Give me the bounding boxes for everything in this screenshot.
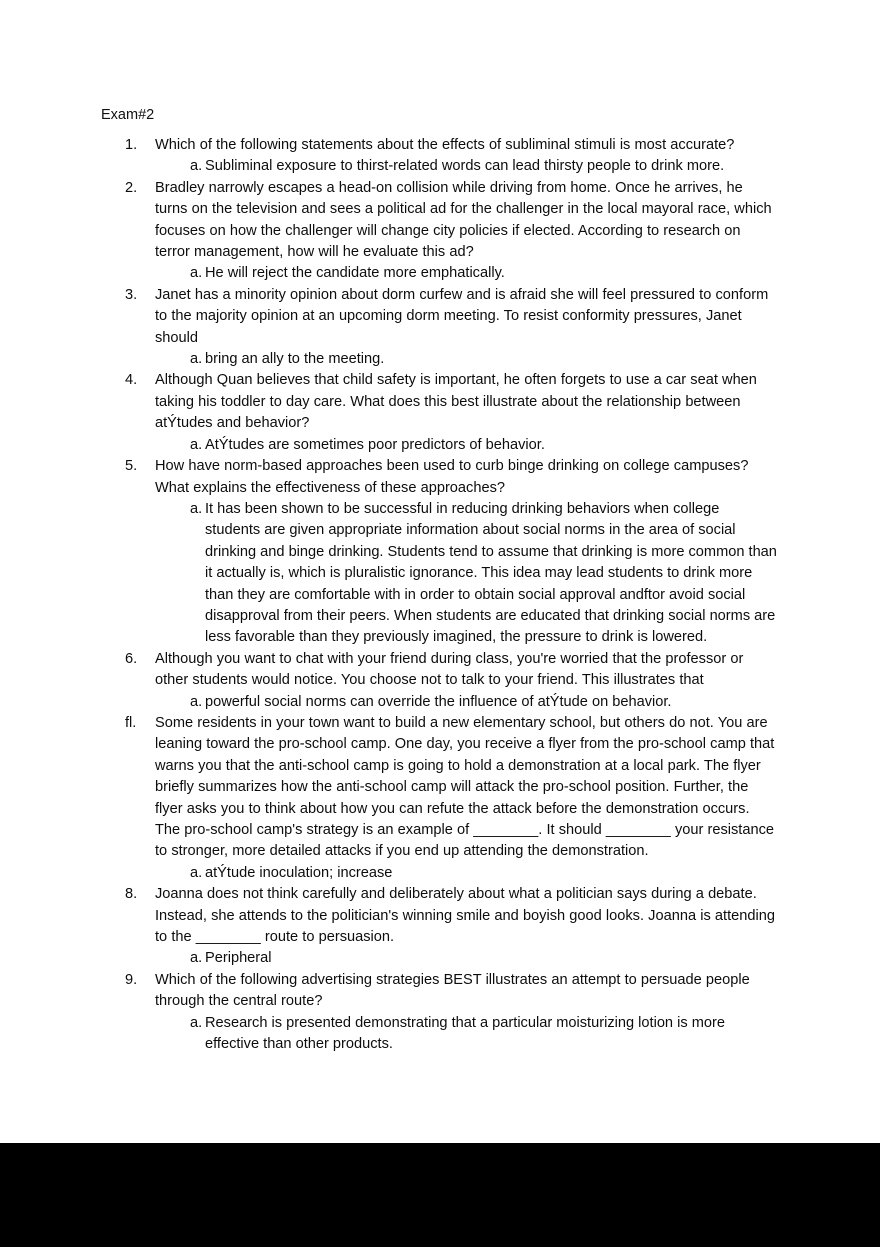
- question-item: [0, 970, 880, 1056]
- answer-marker: a.: [190, 265, 203, 282]
- answer-marker: a.: [190, 1014, 203, 1031]
- question-item: [0, 884, 880, 970]
- question-marker: 9.: [125, 971, 138, 988]
- answer-marker: a.: [190, 864, 203, 881]
- question-item: [0, 649, 880, 713]
- answer-text: atÝtude inoculation; increase: [205, 864, 393, 881]
- question-item: [0, 285, 880, 371]
- page-title: Exam#2: [101, 107, 155, 123]
- answer-text: Peripheral: [205, 950, 272, 967]
- answer-text: powerful social norms can override the influence of atÝtude on behavior.: [205, 693, 672, 710]
- bottom-black-bar: [0, 1143, 880, 1247]
- question-item: [0, 456, 880, 649]
- question-item: [0, 713, 880, 884]
- question-item: [0, 135, 880, 178]
- answer-item: [155, 863, 778, 884]
- answer-item: [155, 156, 778, 177]
- question-text: How have norm-based approaches been used to curb binge drinking on college campuses? What explains the effectiveness of these approaches?: [155, 458, 749, 496]
- answer-text: AtÝtudes are sometimes poor predictors of behavior.: [205, 436, 545, 453]
- question-text: Which of the following advertising strategies BEST illustrates an attempt to persuade people through the central route?: [155, 971, 750, 1010]
- question-item: [0, 370, 880, 456]
- question-text: Janet has a minority opinion about dorm curfew and is afraid she will feel pressured to conform to the majority opinion at an upcoming dorm meeting. To resist conformity pressures, Janet should: [155, 286, 769, 346]
- answer-item: [155, 948, 778, 969]
- answer-text: He will reject the candidate more emphatically.: [205, 265, 505, 282]
- question-marker: 4.: [125, 372, 138, 389]
- question-marker: 6.: [125, 650, 138, 667]
- question-list: [0, 135, 880, 1055]
- question-marker: 2.: [125, 179, 138, 196]
- question-item: [0, 178, 880, 285]
- question-text: Which of the following statements about the effects of subliminal stimuli is most accurate?: [155, 137, 735, 153]
- question-text: Although Quan believes that child safety is important, he often forgets to use a car seat when taking his toddler to day care. What does this best illustrate about the relationship between atÝtudes and behavior?: [155, 372, 757, 432]
- question-text: Some residents in your town want to build a new elementary school, but others do not. You are leaning toward the pro-school camp. One day, you receive a flyer from the pro-school camp that warns you that the anti-school camp is going to hold a demonstration at a local park. The flyer briefly summarizes how the anti-school camp will attack the pro-school position. Further, the flyer asks you to think about how you can refute the attack before the demonstration occurs. The pro-school camp's strategy is an example of ________. It should ________ your resistance to stronger, more detailed attacks if you end up attending the demonstration.: [155, 714, 775, 860]
- answer-text: Subliminal exposure to thirst-related words can lead thirsty people to drink more.: [205, 158, 725, 175]
- answer-marker: a.: [190, 158, 203, 175]
- question-marker: 3.: [125, 286, 138, 303]
- answer-marker: a.: [190, 351, 203, 368]
- answer-text: It has been shown to be successful in reducing drinking behaviors when college students are given appropriate information about social norms in the area of social drinking and binge drinking. Students tend to assume that drinking is more common than it actually is, which is pluralistic ignorance. This idea may lead students to drink more than they are comfortable with in order to obtain social approval andftor avoid social disapproval from their peers. When students are educated that drinking social norms are less favorable than they previously imagined, the pressure to drink is lowered.: [205, 500, 777, 646]
- question-marker: 8.: [125, 886, 138, 903]
- question-text: Bradley narrowly escapes a head-on collision while driving from home. Once he arrives, he turns on the television and sees a political ad for the challenger in the local mayoral race, which focuses on how the challenger will change city policies if elected. According to research on terror management, how will he evaluate this ad?: [155, 179, 772, 261]
- answer-marker: a.: [190, 500, 203, 517]
- answer-marker: a.: [190, 436, 203, 453]
- answer-item: [155, 263, 778, 284]
- answer-item: [155, 435, 778, 456]
- question-text: Although you want to chat with your friend during class, you're worried that the professor or other students would notice. You choose not to talk to your friend. This illustrates that: [155, 650, 744, 689]
- question-marker: 1.: [125, 137, 138, 153]
- answer-item: [155, 349, 778, 370]
- question-text: Joanna does not think carefully and deliberately about what a politician says during a debate. Instead, she attends to the politician's winning smile and boyish good looks. Joanna is attending to the ________ route to persuasion.: [155, 886, 775, 946]
- answer-item: [155, 499, 778, 649]
- question-marker: fl.: [125, 714, 137, 731]
- answer-text: bring an ally to the meeting.: [205, 351, 385, 368]
- answer-item: [155, 692, 778, 713]
- answer-marker: a.: [190, 693, 203, 710]
- answer-item: [155, 1013, 778, 1056]
- question-marker: 5.: [125, 458, 138, 475]
- answer-text: Research is presented demonstrating that a particular moisturizing lotion is more effective than other products.: [205, 1014, 725, 1053]
- answer-marker: a.: [190, 950, 203, 967]
